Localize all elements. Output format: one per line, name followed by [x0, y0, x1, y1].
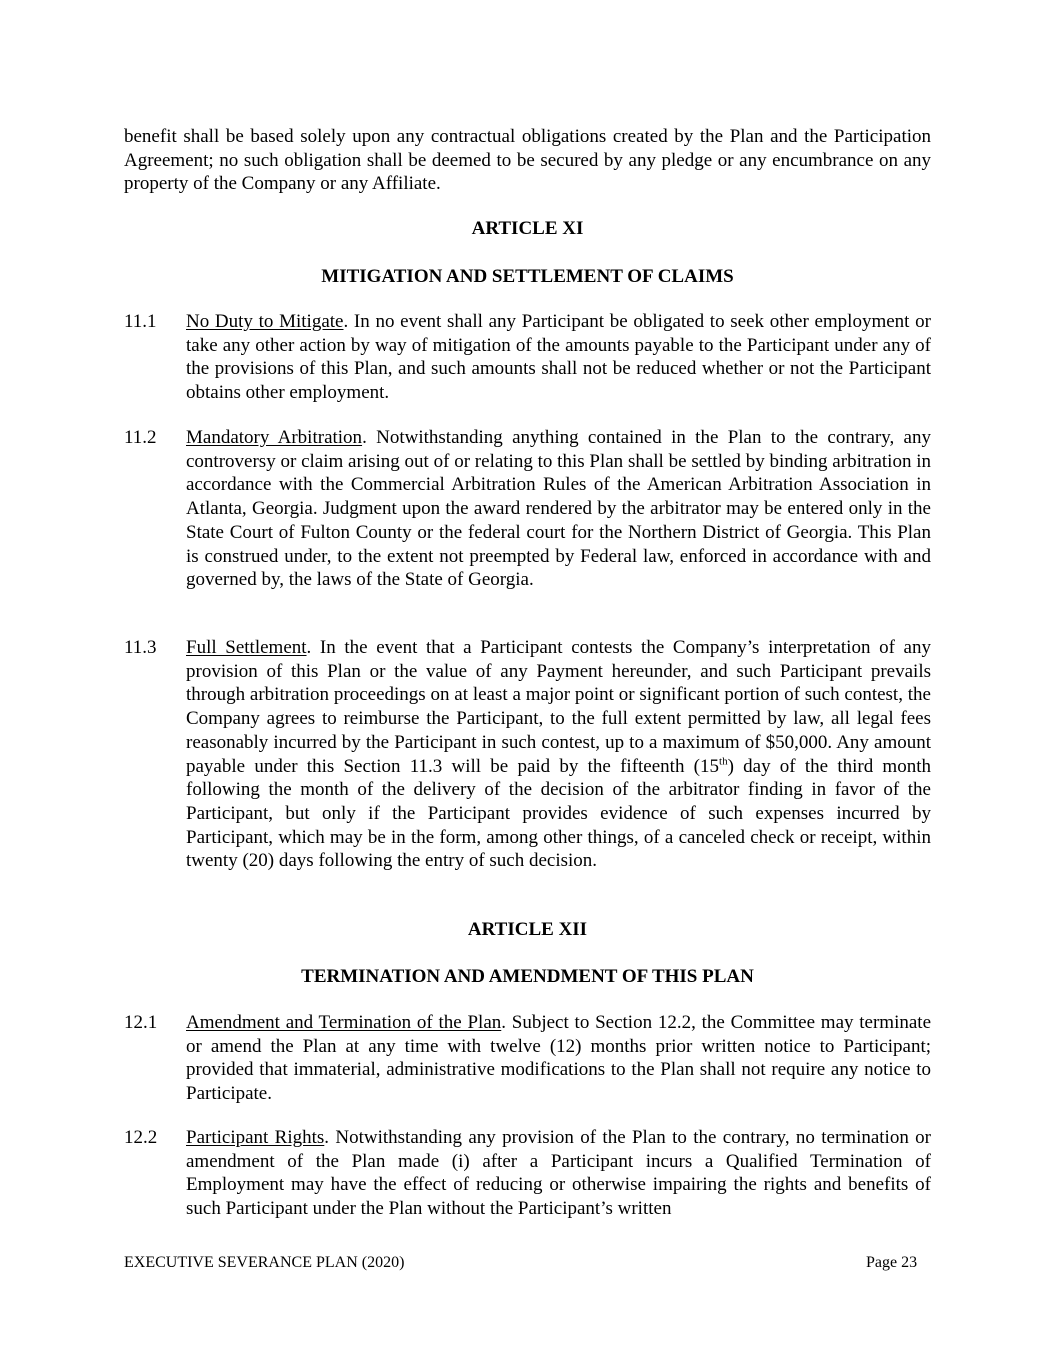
section-number: 11.1 [124, 311, 157, 332]
section-text [186, 310, 931, 405]
intro-paragraph: benefit shall be based solely upon any contractual obligations created by the Plan and the Participation Agreement; no such obligation shall be deemed to be secured by any pledge or any encumbrance on any property of the Company or any Affiliate. [124, 126, 931, 195]
section-heading: Amendment and Termination of the Plan [186, 1012, 502, 1033]
section-12-2 [124, 1126, 931, 1221]
section-text [186, 426, 931, 592]
section-body-continued: ) day of the third month following the month of the delivery of the decision of the arbitrator finding in favor of the Participant, but only if the Participant provides evidence of such expenses incurred by Participant, which may be in the form, among other things, of a canceled check or receipt, within twenty (20) days following the entry of such decision. [186, 755, 931, 872]
article-xii-subtitle: TERMINATION AND AMENDMENT OF THIS PLAN [301, 966, 754, 987]
superscript: th [719, 755, 728, 768]
section-body: . Subject to Section 12.2, the Committee may terminate or amend the Plan at any time with twelve (12) months prior written notice to Participant; provided that immaterial, administrative modifications to the Plan shall not require any notice to Participate. [186, 1012, 932, 1105]
section-text [186, 1011, 931, 1106]
section-number: 12.2 [124, 1127, 158, 1148]
section-body: . Notwithstanding anything contained in the Plan to the contrary, any controversy or claim arising out of or relating to this Plan shall be settled by binding arbitration in accordance with the Commercial Arbitration Rules of the American Arbitration Association in Atlanta, Georgia. Judgment upon the award rendered by the arbitrator may be entered only in the State Court of Fulton County or the federal court for the Northern District of Georgia. This Plan is construed under, to the extent not preempted by Federal law, enforced in accordance with and governed by, the laws of the State of Georgia. [186, 427, 931, 591]
section-body: . In no event shall any Participant be obligated to seek other employment or take any other action by way of mitigation of the amounts payable to the Participant under any of the provisions of this Plan, and such amounts shall not be reduced whether or not the Participant obtains other employment. [186, 311, 931, 404]
section-text [186, 1126, 931, 1221]
page-number: Page 23 [866, 1254, 918, 1271]
article-xii-title: ARTICLE XII [467, 919, 588, 940]
article-xi-title: ARTICLE XI [471, 218, 584, 239]
section-11-2 [124, 426, 931, 592]
section-heading: Full Settlement [186, 637, 307, 658]
section-11-1 [124, 310, 931, 405]
section-body: . In the event that a Participant contests the Company’s interpretation of any provision of this Plan or the value of any Payment hereunder, and such Participant prevails through arbitration proceedings on at least a major point or significant portion of such contest, the Company agrees to reimburse the Participant, to the full extent permitted by law, all legal fees reasonably incurred by the Participant in such contest, up to a maximum of $50,000. Any amount payable under this Section 11.3 will be paid by the fifteenth (15 [186, 637, 931, 777]
section-heading: No Duty to Mitigate [186, 311, 344, 332]
section-heading: Participant Rights [186, 1127, 325, 1148]
article-xi-subtitle: MITIGATION AND SETTLEMENT OF CLAIMS [321, 266, 734, 287]
footer-title: EXECUTIVE SEVERANCE PLAN (2020) [124, 1254, 405, 1271]
section-heading: Mandatory Arbitration [186, 427, 363, 448]
section-text [186, 636, 931, 873]
section-11-3 [124, 636, 931, 873]
section-number: 11.2 [124, 427, 157, 448]
section-body: . Notwithstanding any provision of the Plan to the contrary, no termination or amendment of the Plan made (i) after a Participant incurs a Qualified Termination of Employment may have the effect of reducing or otherwise impairing the rights and benefits of such Participant under the Plan without the Participant’s written [186, 1127, 931, 1220]
section-12-1 [124, 1011, 931, 1106]
section-number: 11.3 [124, 637, 157, 658]
section-number: 12.1 [124, 1012, 158, 1033]
